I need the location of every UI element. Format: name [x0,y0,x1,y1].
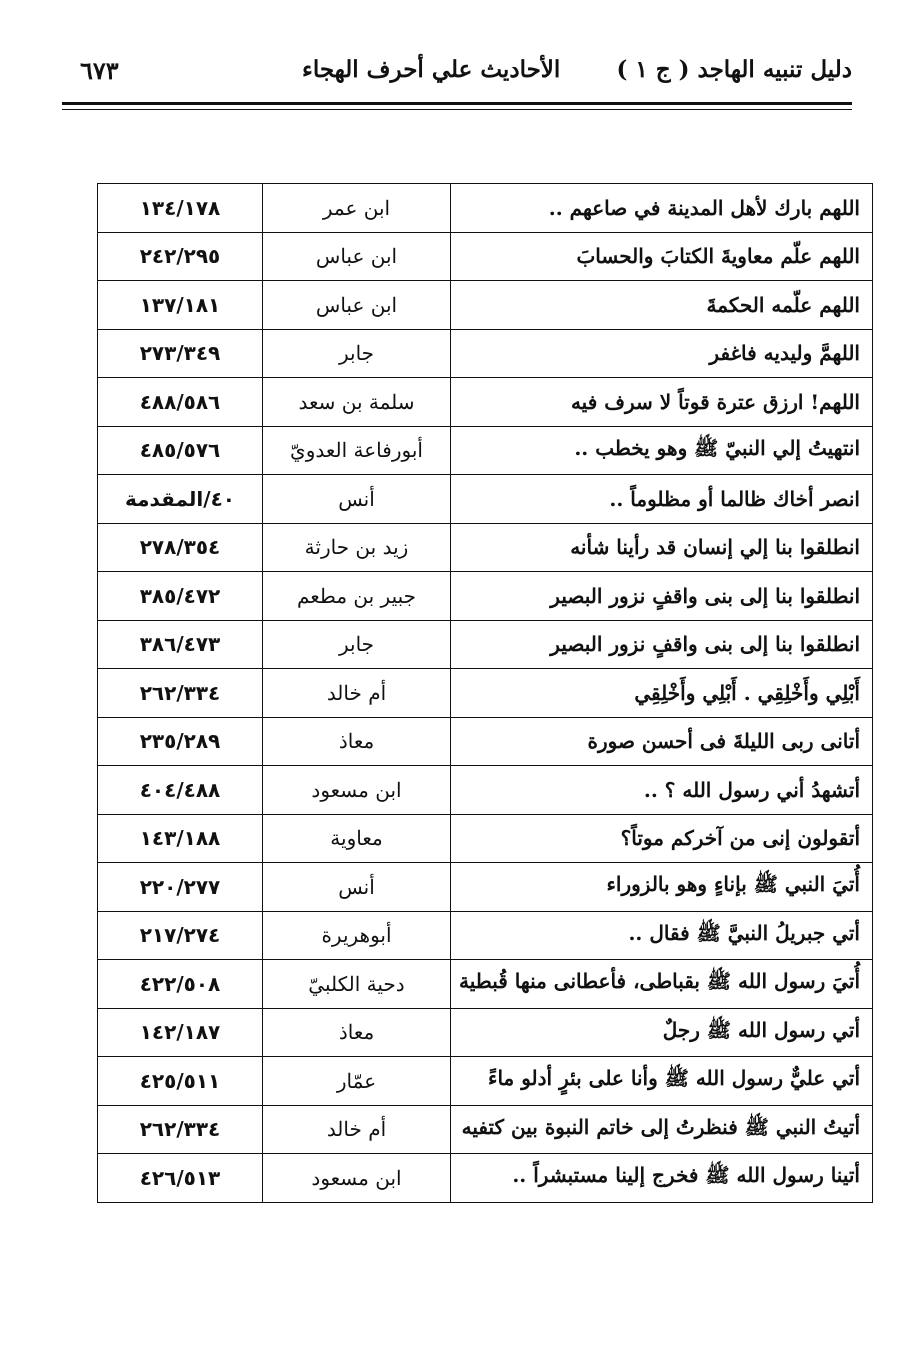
table-row [98,426,873,475]
table-row [98,1057,873,1106]
hadith-text-cell: أتانى ربى الليلةَ فى أحسن صورة [451,717,873,766]
header-rule-thick [62,102,852,105]
hadith-text-cell: اللهم علّم معاويةَ الكتابَ والحسابَ [451,232,873,281]
reference-cell: ٢٦٢/٣٣٤ [98,669,263,718]
table-row [98,863,873,912]
narrator-cell: دحية الكلبيّ [263,960,451,1009]
hadith-index-table [97,183,873,1203]
reference-cell: ١٣٤/١٧٨ [98,184,263,233]
hadith-text-cell: أتقولون إنى من آخركم موتاً؟ [451,814,873,863]
hadith-text-cell: انطلقوا بنا إلى بنى واقفٍ نزور البصير [451,572,873,621]
hadith-text-cell: اللهمَّ وليديه فاغفر [451,329,873,378]
hadith-text-cell: انطلقوا بنا إلى بنى واقفٍ نزور البصير [451,620,873,669]
table-row [98,281,873,330]
hadith-text-cell: انتهيتُ إلي النبيّ ﷺ وهو يخطب .. [451,426,873,475]
narrator-cell: ابن عباس [263,281,451,330]
reference-cell: ٢٦٢/٣٣٤ [98,1105,263,1154]
table-row [98,1154,873,1203]
reference-cell: ٢٢٠/٢٧٧ [98,863,263,912]
table-row [98,620,873,669]
reference-cell: ٢٣٥/٢٨٩ [98,717,263,766]
narrator-cell: عمّار [263,1057,451,1106]
narrator-cell: معاذ [263,717,451,766]
narrator-cell: أم خالد [263,669,451,718]
reference-cell: ٤٠/المقدمة [98,475,263,524]
table-row [98,572,873,621]
hadith-text-cell: أتشهدُ أني رسول الله ؟ .. [451,766,873,815]
table-row [98,184,873,233]
narrator-cell: جبير بن مطعم [263,572,451,621]
hadith-text-cell: أتينا رسول الله ﷺ فخرج إلينا مستبشراً .. [451,1154,873,1203]
hadith-text-cell: أتي جبريلُ النبيَّ ﷺ فقال .. [451,911,873,960]
hadith-text-cell: أُتيَ النبي ﷺ بإناءٍ وهو بالزوراء [451,863,873,912]
narrator-cell: ابن عباس [263,232,451,281]
reference-cell: ٤٨٥/٥٧٦ [98,426,263,475]
table-row [98,960,873,1009]
hadith-text-cell: انصر أخاك ظالما أو مظلوماً .. [451,475,873,524]
narrator-cell: أم خالد [263,1105,451,1154]
table-row [98,475,873,524]
reference-cell: ٢٧٨/٣٥٤ [98,523,263,572]
table-row [98,1008,873,1057]
narrator-cell: معاوية [263,814,451,863]
hadith-text-cell: أتي عليٌّ رسول الله ﷺ وأنا على بئرٍ أدلو ماءً [451,1057,873,1106]
reference-cell: ٢١٧/٢٧٤ [98,911,263,960]
table-row [98,766,873,815]
hadith-index-body [98,184,873,1203]
reference-cell: ٢٤٢/٢٩٥ [98,232,263,281]
narrator-cell: زيد بن حارثة [263,523,451,572]
hadith-text-cell: أُتيَ رسول الله ﷺ بقباطى، فأعطانى منها قُبطية [451,960,873,1009]
reference-cell: ٤٨٨/٥٨٦ [98,378,263,427]
narrator-cell: معاذ [263,1008,451,1057]
table-row [98,1105,873,1154]
narrator-cell: ابن مسعود [263,766,451,815]
narrator-cell: أنس [263,863,451,912]
reference-cell: ٣٨٦/٤٧٣ [98,620,263,669]
reference-cell: ٤٢٥/٥١١ [98,1057,263,1106]
reference-cell: ١٣٧/١٨١ [98,281,263,330]
header-rule-thin [62,109,852,110]
table-row [98,669,873,718]
narrator-cell: ابن مسعود [263,1154,451,1203]
narrator-cell: جابر [263,329,451,378]
reference-cell: ١٤٣/١٨٨ [98,814,263,863]
hadith-text-cell: أتيتُ النبي ﷺ فنظرتُ إلى خاتم النبوة بين كتفيه [451,1105,873,1154]
book-title: دليل تنبيه الهاجد ( ج ١ ) [616,56,852,83]
hadith-index-table-wrap [97,183,860,1203]
reference-cell: ٣٨٥/٤٧٢ [98,572,263,621]
hadith-text-cell: اللهم علّمه الحكمةَ [451,281,873,330]
table-row [98,911,873,960]
table-row [98,329,873,378]
reference-cell: ٤٢٦/٥١٣ [98,1154,263,1203]
reference-cell: ٤٠٤/٤٨٨ [98,766,263,815]
hadith-text-cell: انطلقوا بنا إلي إنسان قد رأينا شأنه [451,523,873,572]
page-header [62,44,852,116]
narrator-cell: أبوهريرة [263,911,451,960]
reference-cell: ٤٢٢/٥٠٨ [98,960,263,1009]
narrator-cell: ابن عمر [263,184,451,233]
narrator-cell: أبورفاعة العدويّ [263,426,451,475]
hadith-text-cell: أتي رسول الله ﷺ رجلٌ [451,1008,873,1057]
reference-cell: ١٤٢/١٨٧ [98,1008,263,1057]
table-row [98,378,873,427]
table-row [98,717,873,766]
hadith-text-cell: اللهم بارك لأهل المدينة في صاعهم .. [451,184,873,233]
narrator-cell: جابر [263,620,451,669]
hadith-text-cell: اللهم! ارزق عترة قوتاً لا سرف فيه [451,378,873,427]
narrator-cell: سلمة بن سعد [263,378,451,427]
narrator-cell: أنس [263,475,451,524]
table-row [98,523,873,572]
table-row [98,232,873,281]
section-title: الأحاديث علي أحرف الهجاء [302,56,561,83]
table-row [98,814,873,863]
page-number: ٦٧٣ [80,56,119,85]
hadith-text-cell: أَبْلِي وأَخْلِقِي . أَبْلِي وأَخْلِقِي [451,669,873,718]
reference-cell: ٢٧٣/٣٤٩ [98,329,263,378]
